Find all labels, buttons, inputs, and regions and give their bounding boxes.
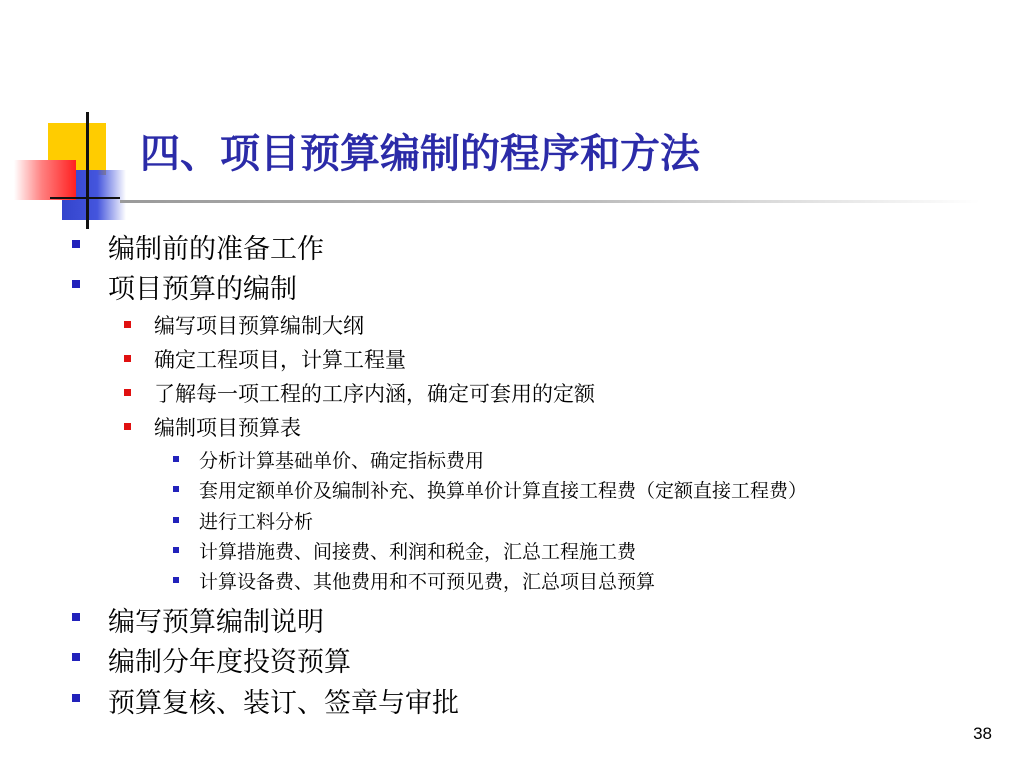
bullet-square-icon (173, 577, 179, 583)
bullet-square-icon (72, 240, 80, 248)
sub-sub-bullet-text: 分析计算基础单价、确定指标费用 (199, 450, 485, 472)
bullet-square-icon (173, 486, 179, 492)
bullet-text: 编制分年度投资预算 (108, 647, 351, 678)
bullet-item (108, 640, 351, 679)
sub-sub-bullet-text: 套用定额单价及编制补充、换算单价计算直接工程费（定额直接工程费） (199, 480, 808, 502)
sub-bullet-text: 编制项目预算表 (154, 416, 301, 440)
bullet-square-icon (72, 280, 80, 288)
bullet-square-icon (124, 355, 131, 362)
sub-sub-bullet-item (199, 537, 636, 564)
slide-title: 四、项目预算编制的程序和方法 (140, 130, 700, 177)
bullet-item (108, 600, 324, 639)
sub-bullet-text: 了解每一项工程的工序内涵，确定可套用的定额 (154, 382, 595, 406)
sub-bullet-item (154, 310, 364, 340)
bullet-item (108, 227, 324, 266)
bullet-item (108, 681, 459, 720)
sub-sub-bullet-text: 进行工料分析 (199, 511, 314, 533)
bullet-text: 预算复核、装订、签章与审批 (108, 688, 459, 719)
sub-bullet-text: 确定工程项目，计算工程量 (154, 348, 406, 372)
bullet-square-icon (173, 547, 179, 553)
bullet-text: 编制前的准备工作 (108, 234, 324, 265)
sub-bullet-text: 编写项目预算编制大纲 (154, 314, 364, 338)
bullet-square-icon (173, 456, 179, 462)
bullet-square-icon (72, 653, 80, 661)
sub-sub-bullet-item (199, 507, 313, 534)
bullet-square-icon (72, 613, 80, 621)
bullet-square-icon (124, 423, 131, 430)
bullet-square-icon (124, 389, 131, 396)
bullet-item (108, 267, 297, 306)
bullet-square-icon (124, 321, 131, 328)
sub-sub-bullet-text: 计算措施费、间接费、利润和税金，汇总工程施工费 (199, 541, 637, 563)
sub-bullet-item (154, 344, 406, 374)
sub-sub-bullet-item (199, 446, 484, 473)
bullet-square-icon (72, 694, 80, 702)
page-number: 38 (973, 724, 992, 743)
sub-sub-bullet-item (199, 567, 655, 594)
bullet-text: 编写预算编制说明 (108, 607, 324, 638)
bullet-text: 项目预算的编制 (108, 274, 297, 305)
sub-bullet-item (154, 378, 595, 408)
sub-bullet-item (154, 412, 301, 442)
sub-sub-bullet-text: 计算设备费、其他费用和不可预见费，汇总项目总预算 (199, 571, 656, 593)
sub-sub-bullet-item (199, 476, 807, 503)
bullet-square-icon (173, 517, 179, 523)
